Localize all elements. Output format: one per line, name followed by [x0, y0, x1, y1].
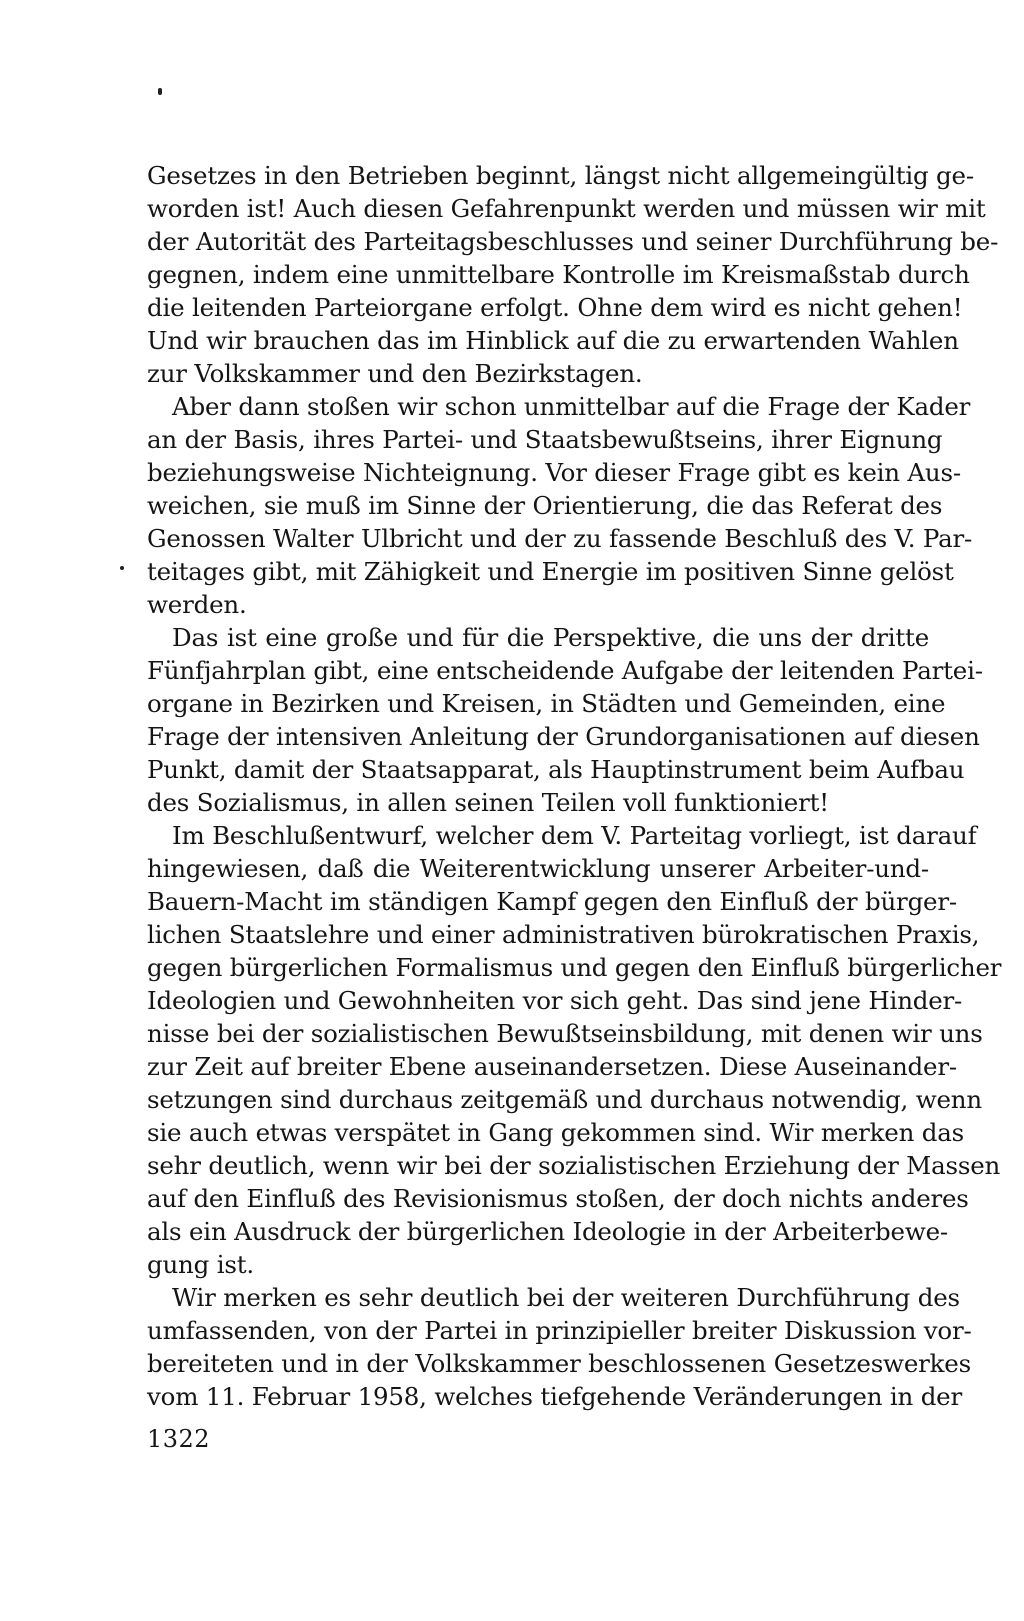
- text-line: die leitenden Parteiorgane erfolgt. Ohne dem wird es nicht gehen!: [147, 293, 963, 322]
- text-line: auf den Einfluß des Revisionismus stoßen, der doch nichts anderes: [147, 1184, 969, 1213]
- text-line: Fünfjahrplan gibt, eine entscheidende Aufgabe der leitenden Partei-: [147, 656, 983, 685]
- text-line: vom 11. Februar 1958, welches tiefgehende Veränderungen in der: [147, 1382, 962, 1411]
- text-line: sie auch etwas verspätet in Gang gekommen sind. Wir merken das: [147, 1118, 965, 1147]
- text-line: Bauern-Macht im ständigen Kampf gegen den Einfluß der bürger-: [147, 887, 957, 916]
- paragraph-start-line: Aber dann stoßen wir schon unmittelbar auf die Frage der Kader: [172, 392, 971, 421]
- text-line: nisse bei der sozialistischen Bewußtseinsbildung, mit denen wir uns: [147, 1019, 983, 1048]
- text-line: lichen Staatslehre und einer administrativen bürokratischen Praxis,: [147, 920, 980, 949]
- paragraph-start-line: Im Beschlußentwurf, welcher dem V. Parteitag vorliegt, ist darauf: [172, 821, 977, 850]
- text-line: der Autorität des Parteitagsbeschlusses und seiner Durchführung be-: [147, 227, 999, 256]
- text-line: gegnen, indem eine unmittelbare Kontrolle im Kreismaßstab durch: [147, 260, 970, 289]
- text-line: Punkt, damit der Staatsapparat, als Hauptinstrument beim Aufbau: [147, 755, 965, 784]
- text-line: Gesetzes in den Betrieben beginnt, längst nicht allgemeingültig ge-: [147, 161, 974, 190]
- paragraph-start-line: Wir merken es sehr deutlich bei der weiteren Durchführung des: [172, 1283, 960, 1312]
- page-number: 1322: [147, 1425, 211, 1453]
- text-line: bereiteten und in der Volkskammer beschlossenen Gesetzeswerkes: [147, 1349, 971, 1378]
- text-line: zur Zeit auf breiter Ebene auseinandersetzen. Diese Auseinander-: [147, 1052, 957, 1081]
- text-line: als ein Ausdruck der bürgerlichen Ideologie in der Arbeiterbewe-: [147, 1217, 948, 1246]
- text-line: worden ist! Auch diesen Gefahrenpunkt werden und müssen wir mit: [147, 194, 986, 223]
- print-mark: [158, 88, 162, 95]
- paragraph-start-line: Das ist eine große und für die Perspektive, die uns der dritte: [172, 623, 929, 652]
- text-line: weichen, sie muß im Sinne der Orientierung, die das Referat des: [147, 491, 943, 520]
- text-line: des Sozialismus, in allen seinen Teilen voll funktioniert!: [147, 788, 829, 817]
- text-line: Ideologien und Gewohnheiten vor sich geht. Das sind jene Hinder-: [147, 986, 963, 1015]
- margin-dot: [120, 566, 124, 570]
- text-line: teitages gibt, mit Zähigkeit und Energie im positiven Sinne gelöst: [147, 557, 954, 586]
- text-line: hingewiesen, daß die Weiterentwicklung unserer Arbeiter-und-: [147, 854, 929, 883]
- text-line: an der Basis, ihres Partei- und Staatsbewußtseins, ihrer Eignung: [147, 425, 943, 454]
- text-line: umfassenden, von der Partei in prinzipieller breiter Diskussion vor-: [147, 1316, 972, 1345]
- text-line: Genossen Walter Ulbricht und der zu fassende Beschluß des V. Par-: [147, 524, 973, 553]
- text-line: beziehungsweise Nichteignung. Vor dieser Frage gibt es kein Aus-: [147, 458, 961, 487]
- text-line: Frage der intensiven Anleitung der Grundorganisationen auf diesen: [147, 722, 980, 751]
- text-line: gung ist.: [147, 1250, 254, 1279]
- text-line: organe in Bezirken und Kreisen, in Städten und Gemeinden, eine: [147, 689, 946, 718]
- text-line: sehr deutlich, wenn wir bei der sozialistischen Erziehung der Massen: [147, 1151, 1001, 1180]
- text-line: setzungen sind durchaus zeitgemäß und durchaus notwendig, wenn: [147, 1085, 982, 1114]
- text-line: Und wir brauchen das im Hinblick auf die zu erwartenden Wahlen: [147, 326, 959, 355]
- text-line: werden.: [147, 590, 247, 619]
- text-line: gegen bürgerlichen Formalismus und gegen den Einfluß bürgerlicher: [147, 953, 1002, 982]
- text-line: zur Volkskammer und den Bezirkstagen.: [147, 359, 643, 388]
